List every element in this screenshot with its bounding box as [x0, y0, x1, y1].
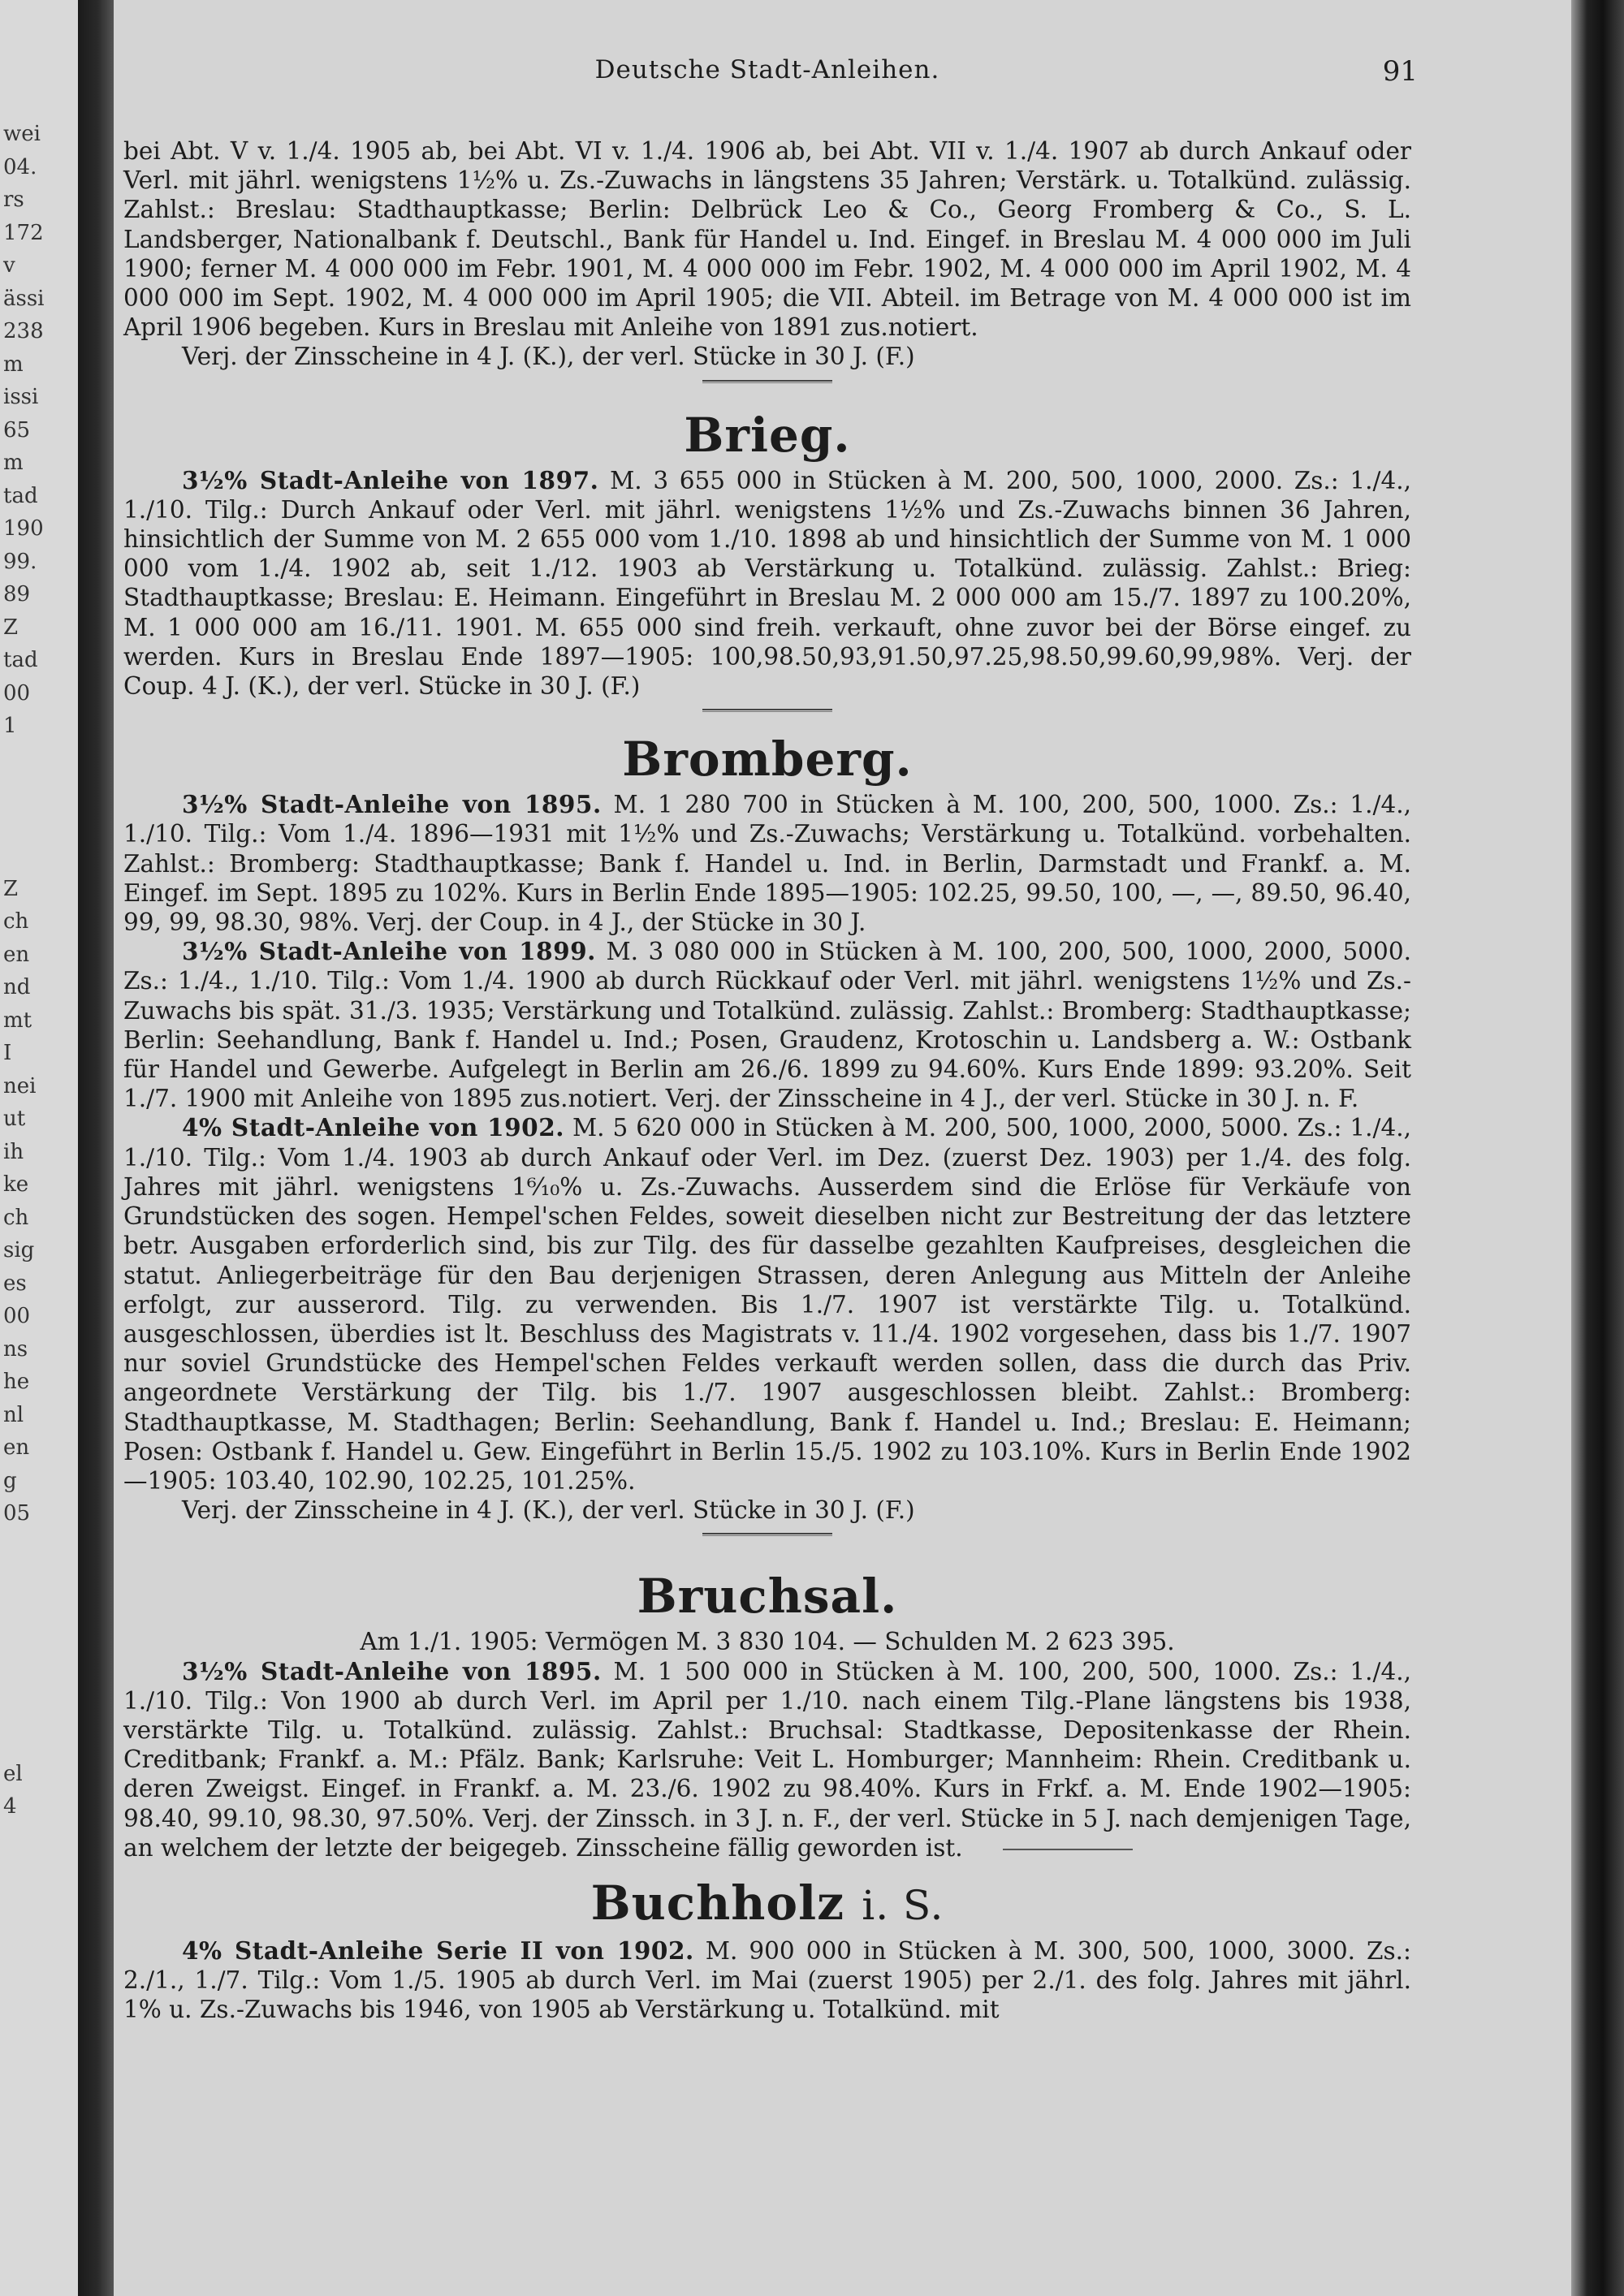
section-divider: [702, 380, 832, 383]
loan-text: M. 3 655 000 in Stücken à M. 200, 500, 1000, 2000. Zs.: 1./4., 1./10. Tilg.: Durch Ankauf oder Verl. mit jährl. wenigstens 1½% und Zs.-Zuwachs binnen 36 Jahren, hinsichtlich der Summe von M. 2 655 000 vom 1./10. 1898 ab und hinsichtlich der Summe von M. 1 000 000 vom 1./4. 1902 ab, seit 1./12. 1903 ab Verstärkung u. Totalkünd. zulässig. Zahlst.: Brieg: Stadthauptkasse; Breslau: E. Heimann. Eingeführt in Breslau M. 2 000 000 am 15./7. 1897 zu 100.20%, M. 1 000 000 am 16./11. 1901. M. 655 000 sind freih. verkauft, ohne zuvor bei der Börse eingef. zu werden. Kurs in Breslau Ende 1897—1905: 100,98.50,93,91.50,97.25,98.50,99.60,99,98%. Verj. der Coup. 4 J. (K.), der verl. Stücke in 30 J. (F.): [123, 466, 1411, 701]
adjacent-page-fragment: sig: [3, 1238, 35, 1262]
adjacent-page-fragment: 65: [3, 417, 31, 442]
adjacent-page-fragment: nei: [3, 1073, 37, 1098]
running-title: Deutsche Stadt-Anleihen.: [594, 55, 940, 84]
adjacent-page-fragment: Z: [3, 876, 19, 901]
adjacent-page-fragment: v: [3, 253, 15, 278]
adjacent-page-fragment: en: [3, 942, 30, 967]
adjacent-page-fragment: wei: [3, 122, 41, 146]
adjacent-page-fragment: nl: [3, 1402, 24, 1427]
adjacent-page-fragment: 00: [3, 680, 31, 706]
adjacent-page-fragment: m: [3, 352, 24, 377]
continuation-verj: Verj. der Zinsscheine in 4 J. (K.), der verl. Stücke in 30 J. (F.): [182, 343, 915, 371]
adjacent-page-fragment: 99.: [3, 549, 37, 574]
adjacent-page-fragment: ässi: [3, 286, 45, 311]
adjacent-page-fragment: I: [3, 1041, 12, 1065]
city-heading-buchholz: [123, 1872, 1411, 1936]
running-head: [123, 55, 1418, 96]
scan-right-edge: [1571, 0, 1624, 2296]
section-divider: [1003, 1849, 1133, 1850]
body-text: [123, 136, 1411, 2025]
page-number: 91: [1382, 55, 1418, 88]
loan-text: M. 5 620 000 in Stücken à M. 200, 500, 1000, 2000, 5000. Zs.: 1./4., 1./10. Tilg.: Vom 1./4. 1903 ab durch Ankauf oder Verl. im Dez. (zuerst Dez. 1903) per 1./4. des folg. Jahres mit jährl. wenigstens 1⁶⁄₁₀% u. Zs.-Zuwachs. Ausserdem sind die Erlöse für Verkäufe von Grundstücken des sogen. Hempel'schen Feldes, soweit dieselben nicht zur Bestreitung der das letztere betr. Ausgaben erforderlich sind, bis zur Tilg. des für dasselbe gezahlten Kaufpreises, desgleichen die statut. Anliegerbeiträge für den Bau derjenigen Strassen, deren Anlegung aus Mitteln der Anleihe erfolgt, zur ausserord. Tilg. zu verwenden. Bis 1./7. 1907 ist verstärkte Tilg. u. Totalkünd. ausgeschlossen, überdies ist lt. Beschluss des Magistrats v. 11./4. 1902 vorgesehen, dass bis 1./7. 1907 nur soviel Grundstücke des Hempel'schen Feldes verkauft werden sollen, dass die durch das Priv. angeordnete Verstärkung der Tilg. bis 1./7. 1907 ausgeschlossen bleibt. Zahlst.: Bromberg: Stadthauptkasse, M. Stadthagen; Berlin: Seehandlung, Bank f. Handel u. Ind.; Breslau: E. Heimann; Posen: Ostbank f. Handel u. Gew. Eingeführt in Berlin 15./5. 1902 zu 103.10%. Kurs in Berlin Ende 1902—1905: 103.40, 102.90, 102.25, 101.25%.: [123, 1114, 1411, 1495]
adjacent-page-fragment: ke: [3, 1172, 29, 1197]
loan-title: 3½% Stadt-Anleihe von 1895.: [182, 790, 602, 819]
city-summary: Am 1./1. 1905: Vermögen M. 3 830 104. — Schulden M. 2 623 395.: [360, 1628, 1175, 1656]
adjacent-page-fragment: 4: [3, 1794, 17, 1819]
loan-entry: [123, 1657, 1411, 1862]
loan-title: 3½% Stadt-Anleihe von 1897.: [182, 465, 599, 494]
continuation-paragraph: bei Abt. V v. 1./4. 1905 ab, bei Abt. VI v. 1./4. 1906 ab, bei Abt. VII v. 1./4. 1907 ab durch Ankauf oder Verl. mit jährl. wenigstens 1½% u. Zs.-Zuwachs in längstens 35 Jahren; Verstärk. u. Totalkünd. zulässig. Zahlst.: Breslau: Stadthauptkasse; Berlin: Delbrück Leo & Co., Georg Fromberg & Co., S. L. Landsberger, Nationalbank f. Deutschl., Bank für Handel u. Ind. Eingef. in Breslau M. 4 000 000 im Juli 1900; ferner M. 4 000 000 im Febr. 1901, M. 4 000 000 im Febr. 1902, M. 4 000 000 im April 1902, M. 4 000 000 im Sept. 1902, M. 4 000 000 im April 1905; die VII. Abteil. im Betrage von M. 4 000 000 ist im April 1906 begeben. Kurs in Breslau mit Anleihe von 1891 zus.notiert.: [123, 137, 1411, 342]
adjacent-page-fragment: issi: [3, 385, 39, 409]
adjacent-page-fragment: tad: [3, 648, 38, 672]
loan-title: 3½% Stadt-Anleihe von 1899.: [182, 937, 596, 966]
adjacent-page-fragment: 190: [3, 516, 44, 541]
loan-entry: [123, 1113, 1411, 1495]
loan-title: 4% Stadt-Anleihe von 1902.: [182, 1113, 564, 1142]
adjacent-page-fragment: 1: [3, 714, 17, 738]
adjacent-page-fragment: rs: [3, 188, 24, 212]
adjacent-page-fragment: ch: [3, 1205, 29, 1230]
adjacent-page-fragment: 00: [3, 1304, 31, 1328]
adjacent-page-fragment: ih: [3, 1139, 24, 1164]
city-suffix: i. S.: [862, 1881, 944, 1929]
adjacent-page-fragment: 238: [3, 319, 44, 343]
loan-text: M. 1 280 700 in Stücken à M. 100, 200, 500, 1000. Zs.: 1./4., 1./10. Tilg.: Vom 1./4. 1896—1931 mit 1½% und Zs.-Zuwachs; Verstärkung u. Totalkünd. vorbehalten. Zahlst.: Bromberg: Stadthauptkasse; Bank f. Handel u. Ind. in Berlin, Darmstadt und Frankf. a. M. Eingef. im Sept. 1895 zu 102%. Kurs in Berlin Ende 1895—1905: 102.25, 99.50, 100, —, —, 89.50, 96.40, 99, 99, 98.30, 98%. Verj. der Coup. in 4 J., der Stücke in 30 J.: [123, 791, 1411, 937]
loan-text: M. 1 500 000 in Stücken à M. 100, 200, 500, 1000. Zs.: 1./4., 1./10. Tilg.: Von 1900 ab durch Verl. im April per 1./10. nach einem Tilg.-Plane längstens bis 1938, verstärkte Tilg. u. Totalkünd. zulässig. Zahlst.: Bruchsal: Stadtkasse, Depositenkasse der Rhein. Creditbank; Frankf. a. M.: Pfälz. Bank; Karlsruhe: Veit L. Homburger; Mannheim: Rhein. Creditbank u. deren Zweigst. Eingef. in Frankf. a. M. 23./6. 1902 zu 98.40%. Kurs in Frkf. a. M. Ende 1902—1905: 98.40, 99.10, 98.30, 97.50%. Verj. der Zinssch. in 3 J. n. F., der verl. Stücke in 5 J. nach demjenigen Tage, an welchem der letzte der beigegeb. Zinsscheine fällig geworden ist.: [123, 1657, 1411, 1862]
adjacent-page-fragment: 05: [3, 1501, 31, 1526]
loan-entry: [123, 790, 1411, 937]
loan-title: 3½% Stadt-Anleihe von 1895.: [182, 1656, 602, 1685]
loan-title: 4% Stadt-Anleihe Serie II von 1902.: [182, 1936, 694, 1965]
adjacent-page-fragment: ch: [3, 909, 29, 934]
loan-entry: [123, 466, 1411, 701]
loan-entry: [123, 1936, 1411, 2025]
adjacent-page-fragment: ut: [3, 1107, 26, 1131]
adjacent-page-fragment: nd: [3, 975, 31, 999]
document-page: [114, 0, 1571, 2296]
adjacent-page-fragment: 89: [3, 582, 31, 606]
city-heading-bruchsal: Bruchsal.: [637, 1569, 898, 1625]
adjacent-page-fragment: mt: [3, 1008, 32, 1033]
adjacent-page-fragment: es: [3, 1271, 27, 1296]
city-name: Buchholz: [590, 1875, 845, 1931]
city-heading-brieg: Brieg.: [684, 407, 851, 463]
section-verj: Verj. der Zinsscheine in 4 J. (K.), der verl. Stücke in 30 J. (F.): [182, 1496, 915, 1525]
loan-text: M. 900 000 in Stücken à M. 300, 500, 1000, 3000. Zs.: 2./1., 1./7. Tilg.: Vom 1./5. 1905 ab durch Verl. im Mai (zuerst 1905) per 2./1. des folg. Jahres mit jährl. 1% u. Zs.-Zuwachs bis 1946, von 1905 ab Verstärkung u. Totalkünd. mit: [123, 1936, 1411, 2024]
adjacent-page-fragment: tad: [3, 483, 38, 508]
adjacent-page-fragment: he: [3, 1370, 30, 1394]
adjacent-page-fragment: 04.: [3, 154, 37, 179]
adjacent-page-fragment: 172: [3, 220, 44, 245]
adjacent-page-fragment: el: [3, 1761, 23, 1786]
adjacent-page-fragment: en: [3, 1435, 30, 1460]
adjacent-page-strip: [0, 0, 78, 2296]
loan-entry: [123, 937, 1411, 1113]
adjacent-page-fragment: ns: [3, 1336, 28, 1362]
adjacent-page-fragment: g: [3, 1468, 17, 1493]
city-heading-bromberg: Bromberg.: [622, 732, 913, 788]
page-gutter: [78, 0, 114, 2296]
adjacent-page-fragment: m: [3, 451, 24, 475]
adjacent-page-fragment: Z: [3, 615, 19, 640]
section-divider: [702, 709, 832, 712]
loan-text: M. 3 080 000 in Stücken à M. 100, 200, 500, 1000, 2000, 5000. Zs.: 1./4., 1./10. Tilg.: Vom 1./4. 1900 ab durch Rückkauf oder Verl. mit jährl. wenigstens 1½% und Zs.-Zuwachs bis spät. 31./3. 1935; Verstärkung und Totalkünd. zulässig. Zahlst.: Bromberg: Stadthauptkasse; Berlin: Seehandlung, Bank f. Handel u. Ind.; Posen, Graudenz, Krotoschin u. Landsberg a. W.: Ostbank für Handel und Gewerbe. Aufgelegt in Berlin am 26./6. 1899 zu 94.60%. Kurs Ende 1899: 93.20%. Seit 1./7. 1900 mit Anleihe von 1895 zus.notiert. Verj. der Zinsscheine in 4 J., der verl. Stücke in 30 J. n. F.: [123, 938, 1411, 1113]
section-divider: [702, 1533, 832, 1536]
